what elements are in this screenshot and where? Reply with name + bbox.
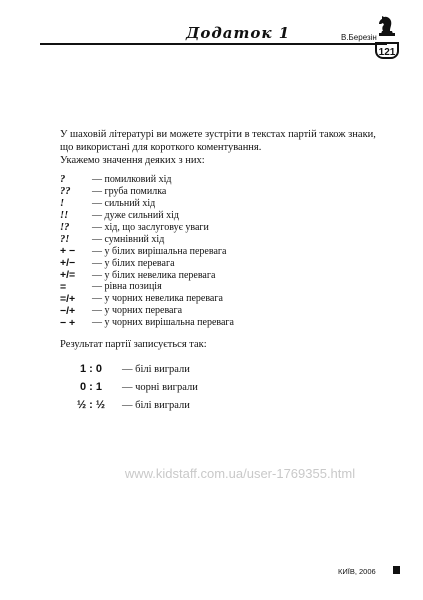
score: 1 : 0 (79, 363, 102, 375)
author-name: В.Березін (341, 33, 377, 42)
symbol: − + (60, 316, 76, 329)
symbol: =/+ (60, 292, 76, 305)
list-item (60, 396, 198, 414)
intro-line-2: що використані для короткого коментування. (60, 142, 262, 153)
footer-square-icon (393, 566, 400, 574)
symbol: !? (60, 222, 70, 233)
symbol: −/+ (60, 304, 76, 317)
symbols-list (60, 174, 390, 329)
list-item (60, 245, 390, 257)
symbol-meaning: — у чорних невелика перевага (92, 293, 223, 305)
symbol-meaning: — сильний хід (92, 198, 156, 210)
symbol: ? (60, 174, 66, 186)
results-list (60, 360, 198, 414)
symbol-meaning: — у чорних вирішальна перевага (92, 317, 234, 329)
symbol: +/= (60, 269, 76, 282)
symbol-meaning: — у білих вирішальна перевага (92, 245, 227, 257)
watermark: www.kidstaff.com.ua/user-1769355.html (124, 466, 356, 481)
list-item (60, 360, 198, 378)
symbol-meaning: — груба помилка (92, 186, 167, 198)
symbol: + − (60, 245, 76, 258)
symbol-meaning: — сумнівний хід (92, 233, 165, 245)
list-item (60, 233, 390, 245)
list-item (60, 210, 390, 222)
symbol-meaning: — дуже сильний хід (92, 210, 179, 222)
list-item (60, 281, 390, 293)
page-number: 121 (375, 42, 399, 59)
symbol: ?! (60, 233, 70, 245)
footer-city-year: КИЇВ, 2006 (338, 567, 376, 576)
chess-knight-icon (375, 14, 399, 36)
score: 0 : 1 (79, 381, 102, 393)
score-meaning: — чорні виграли (122, 381, 198, 393)
list-item (60, 174, 390, 186)
list-item (60, 293, 390, 305)
intro-paragraph (60, 128, 385, 167)
results-heading: Результат партії записується так: (60, 339, 207, 350)
symbol: +/− (60, 257, 76, 270)
header-rule (40, 43, 387, 45)
symbol-meaning: — у білих невелика перевага (92, 269, 216, 281)
symbol: ?? (60, 186, 71, 198)
list-item (60, 186, 390, 198)
symbol: = (60, 280, 67, 293)
symbol-meaning: — у білих перевага (92, 257, 175, 269)
intro-line-1: У шаховій літературі ви можете зустріти в текстах партій також знаки, (60, 129, 376, 140)
list-item (60, 269, 390, 281)
score-meaning: — білі виграли (122, 363, 190, 375)
symbol: !! (60, 210, 69, 222)
score-meaning: — білі виграли (122, 399, 190, 411)
appendix-title: Додаток 1 (186, 24, 291, 42)
list-item (60, 198, 390, 210)
symbol-meaning: — хід, що заслуговує уваги (92, 222, 209, 233)
list-item (60, 305, 390, 317)
symbol-meaning: — у чорних перевага (92, 305, 183, 317)
list-item (60, 222, 390, 234)
intro-line-3: Укажемо значення деяких з них: (60, 155, 205, 166)
list-item (60, 257, 390, 269)
symbol: ! (60, 198, 65, 210)
symbol-meaning: — помилковий хід (92, 174, 172, 186)
symbol-meaning: — рівна позиція (92, 281, 162, 293)
list-item (60, 317, 390, 329)
score: ½ : ½ (76, 399, 106, 411)
list-item (60, 378, 198, 396)
